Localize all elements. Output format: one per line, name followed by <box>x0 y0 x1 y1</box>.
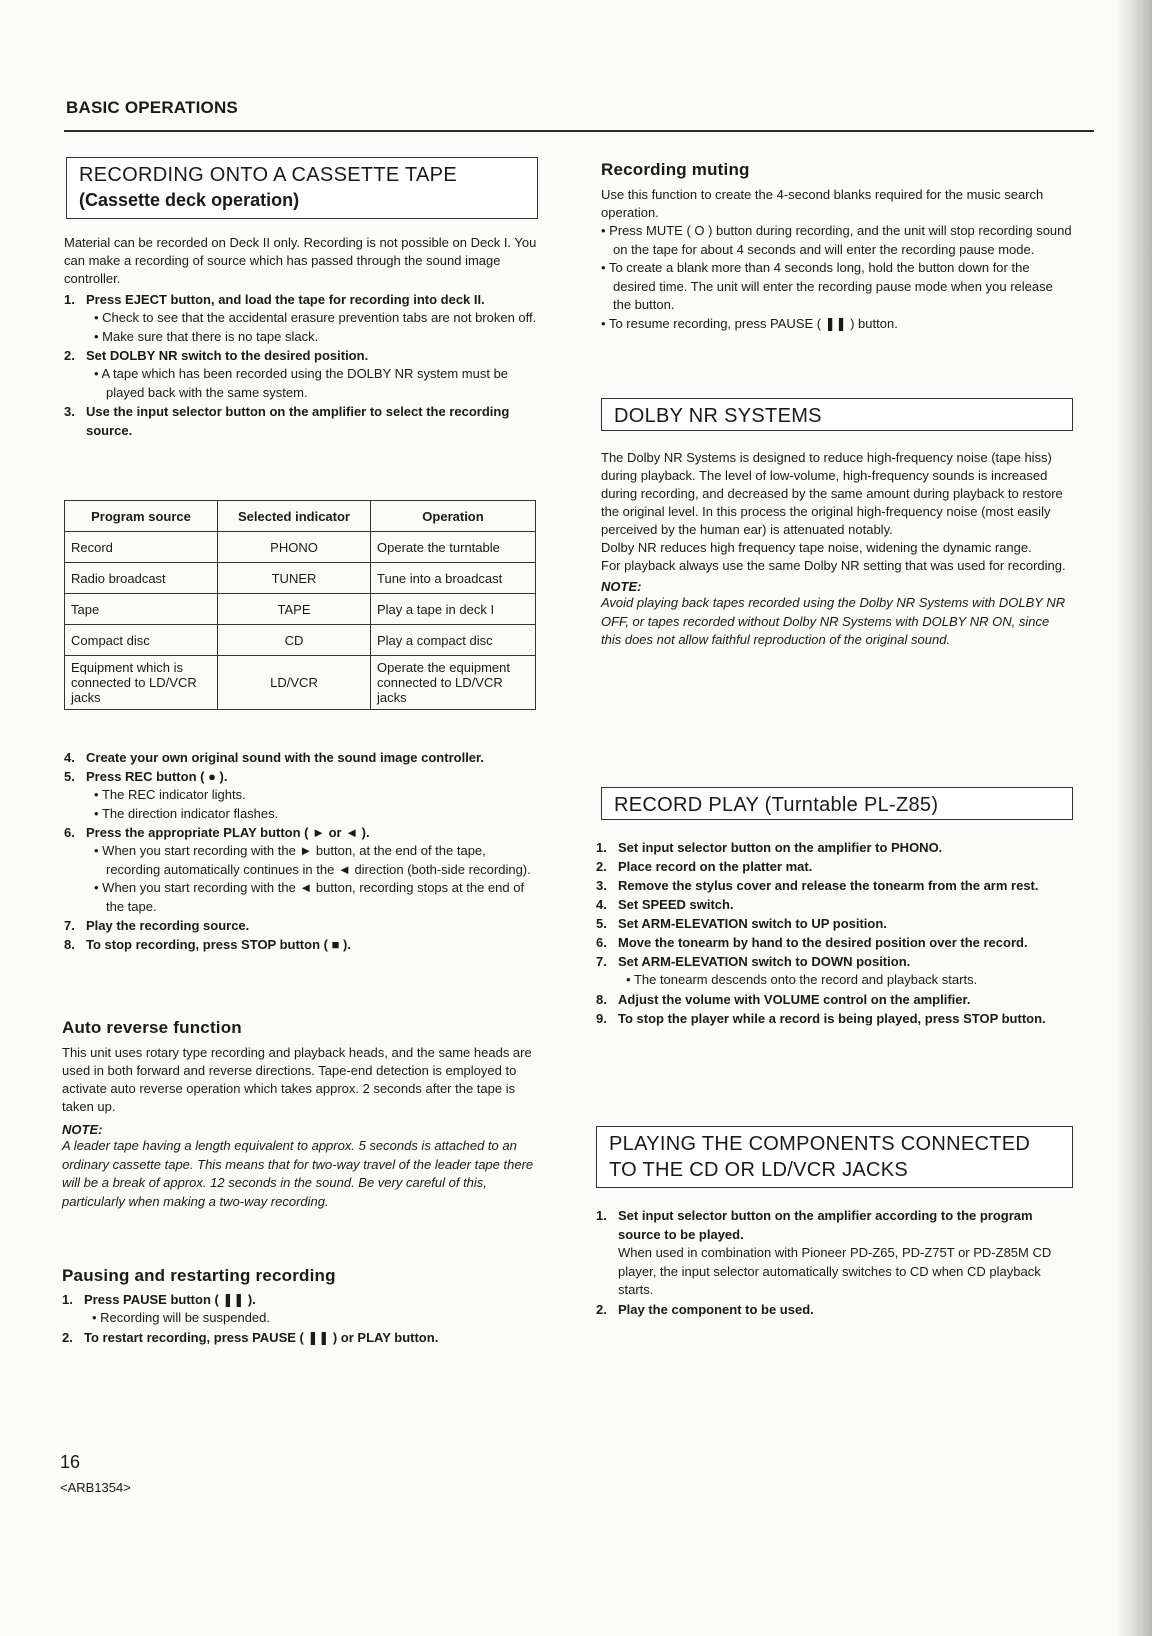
step-number: 1. <box>596 840 607 855</box>
step-item <box>596 914 1073 933</box>
table-cell: Radio broadcast <box>65 563 218 594</box>
bullet-dot-icon: • <box>94 328 103 344</box>
step-item <box>596 990 1073 1009</box>
step-text: Set input selector button on the amplifier according to the program source to be played. <box>618 1208 1033 1242</box>
page-number: 16 <box>60 1452 81 1472</box>
bullet-dot-icon: • <box>601 223 610 238</box>
step-item <box>62 1328 538 1347</box>
table-cell: CD <box>218 625 371 656</box>
muting-body: Use this function to create the 4-second blanks required for the music search operation. <box>601 187 1044 220</box>
recording-intro-block <box>64 234 538 440</box>
bullet-dot-icon: • <box>92 1310 101 1325</box>
components-title: PLAYING THE COMPONENTS CONNECTED TO THE CD OR LD/VCR JACKS <box>609 1133 1031 1181</box>
muting-block <box>601 160 1073 333</box>
dolby-note: Avoid playing back tapes recorded using the Dolby NR Systems with DOLBY NR OFF, or tapes recorded without Dolby NR Systems with DOLBY NR ON, since this does not allow faithful reproduction of the original sound. <box>601 595 1066 647</box>
bullet-text: When you start recording with the ◄ button, recording stops at the end of the tape. <box>102 880 525 914</box>
recording-steps-b-block <box>64 748 538 954</box>
step-text: Remove the stylus cover and release the tonearm from the arm rest. <box>618 878 1039 893</box>
bullet-item <box>64 365 538 402</box>
step-item <box>64 916 538 935</box>
recording-title: RECORDING ONTO A CASSETTE TAPE <box>79 164 457 186</box>
bullet-item <box>64 879 538 916</box>
step-number: 2. <box>64 348 75 363</box>
table-row <box>65 625 536 656</box>
table-row <box>65 656 536 710</box>
table-row <box>65 563 536 594</box>
bullet-dot-icon: • <box>626 972 634 987</box>
step-number: 1. <box>64 292 75 307</box>
step-text: Set SPEED switch. <box>618 897 734 912</box>
bullet-text: The direction indicator flashes. <box>101 805 279 821</box>
bullet-dot-icon: • <box>601 260 609 275</box>
table-cell: Operate the equipment connected to LD/VCR jacks <box>371 656 536 710</box>
recording-steps-b <box>64 748 538 954</box>
step-text: Press REC button ( ● ). <box>86 769 228 784</box>
dolby-note-label: NOTE: <box>601 579 642 594</box>
step-item <box>596 933 1073 952</box>
dolby-paragraph-2: Dolby NR reduces high frequency tape noise, widening the dynamic range. <box>601 540 1032 555</box>
step-text: Use the input selector button on the amplifier to select the recording source. <box>86 404 510 438</box>
bullet-item <box>64 328 538 347</box>
step-number: 5. <box>596 916 607 931</box>
record-play-title-box <box>601 787 1073 820</box>
components-block <box>596 1206 1073 1319</box>
muting-bullet-item <box>601 259 1073 315</box>
bullet-dot-icon: • <box>94 880 103 895</box>
bullet-item <box>64 842 538 879</box>
components-title-box <box>596 1126 1073 1188</box>
bullet-text: When you start recording with the ► button, at the end of the tape, recording automatically continues in the ◄ direction (both-side recording). <box>102 843 531 877</box>
pausing-steps <box>62 1290 538 1347</box>
step-item <box>596 876 1073 895</box>
step-number: 9. <box>596 1010 607 1026</box>
step-number: 2. <box>62 1329 73 1345</box>
bullet-text: Recording will be suspended. <box>100 1310 270 1325</box>
step-text: Set ARM-ELEVATION switch to UP position. <box>618 916 887 931</box>
auto-reverse-note: A leader tape having a length equivalent to approx. 5 seconds is attached to an ordinary cassette tape. This means that for two-way travel of the leader tape there will be a break of approx. 12 seconds in the sound. Be very careful of this, particularly when making a two-way recording. <box>62 1138 534 1209</box>
table-cell: Compact disc <box>65 625 218 656</box>
bullet-dot-icon: • <box>94 787 102 802</box>
step-extra-text: When used in combination with Pioneer PD-Z65, PD-Z75T or PD-Z85M CD player, the input selector automatically switches to CD when CD playback starts. <box>618 1245 1052 1297</box>
step-item <box>64 290 538 309</box>
step-number: 7. <box>64 918 75 933</box>
step-item <box>62 1290 538 1309</box>
step-item <box>64 767 538 786</box>
bullet-item <box>64 309 538 328</box>
bullet-item <box>596 971 1073 990</box>
pausing-title: Pausing and restarting recording <box>62 1266 336 1285</box>
muting-bullet-item <box>601 315 1073 334</box>
table-cell: TAPE <box>218 594 371 625</box>
bullet-item <box>64 805 538 824</box>
step-text: Set DOLBY NR switch to the desired position. <box>86 348 369 363</box>
step-number: 3. <box>64 404 75 419</box>
bullet-text: The REC indicator lights. <box>101 787 246 802</box>
step-item <box>64 748 538 767</box>
step-text: To stop the player while a record is being played, press STOP button. <box>618 1010 1046 1026</box>
step-text: To restart recording, press PAUSE ( ❚❚ ) or PLAY button. <box>84 1329 439 1345</box>
step-number: 1. <box>596 1208 607 1223</box>
step-text: Press EJECT button, and load the tape for recording into deck II. <box>86 292 485 307</box>
step-text: Set ARM-ELEVATION switch to DOWN position. <box>618 954 911 969</box>
step-number: 5. <box>64 769 75 784</box>
dolby-title-box <box>601 398 1073 431</box>
step-item <box>596 1300 1073 1319</box>
dolby-title: DOLBY NR SYSTEMS <box>614 405 822 427</box>
step-number: 3. <box>596 878 607 893</box>
step-item <box>596 1206 1073 1244</box>
step-text: Press the appropriate PLAY button ( ► or ◄ ). <box>86 825 370 840</box>
bullet-dot-icon: • <box>94 843 103 858</box>
table-body <box>65 532 536 710</box>
dolby-paragraph-3: For playback always use the same Dolby NR setting that was used for recording. <box>601 558 1066 573</box>
step-text: Set input selector button on the amplifier to PHONO. <box>618 840 943 855</box>
table-row <box>65 532 536 563</box>
table-header: Program source <box>65 501 218 532</box>
step-item <box>596 838 1073 857</box>
table-row <box>65 594 536 625</box>
table-header: Operation <box>371 501 536 532</box>
bullet-dot-icon: • <box>94 805 102 821</box>
header-rule <box>64 130 1094 132</box>
section-header: BASIC OPERATIONS <box>66 98 238 117</box>
bullet-text: To resume recording, press PAUSE ( ❚❚ ) button. <box>608 315 898 331</box>
recording-title-box <box>66 157 538 219</box>
muting-bullet-item <box>601 222 1073 259</box>
step-number: 6. <box>64 825 75 840</box>
table-cell: Record <box>65 532 218 563</box>
table-cell: PHONO <box>218 532 371 563</box>
bullet-text: Check to see that the accidental erasure prevention tabs are not broken off. <box>102 310 537 325</box>
step-number: 2. <box>596 1301 607 1317</box>
bullet-item <box>64 786 538 805</box>
step-item <box>64 935 538 954</box>
step-item <box>596 857 1073 876</box>
table-cell: Play a compact disc <box>371 625 536 656</box>
record-play-block <box>596 838 1073 1028</box>
table-cell: Equipment which is connected to LD/VCR jacks <box>65 656 218 710</box>
step-number: 1. <box>62 1292 73 1307</box>
muting-bullets <box>601 222 1073 333</box>
step-text: Press PAUSE button ( ❚❚ ). <box>84 1292 256 1307</box>
table-cell: TUNER <box>218 563 371 594</box>
bullet-dot-icon: • <box>94 310 103 325</box>
step-number: 6. <box>596 935 607 950</box>
components-steps <box>596 1206 1073 1319</box>
step-text: Play the recording source. <box>86 918 250 933</box>
step-number: 7. <box>596 954 607 969</box>
table-header-row <box>65 501 536 532</box>
table-cell: LD/VCR <box>218 656 371 710</box>
step-text: Move the tonearm by hand to the desired position over the record. <box>618 935 1028 950</box>
step-item <box>64 402 538 440</box>
table-cell: Operate the turntable <box>371 532 536 563</box>
table-cell: Tune into a broadcast <box>371 563 536 594</box>
step-text: Place record on the platter mat. <box>618 859 813 874</box>
bullet-item <box>62 1309 538 1328</box>
bullet-text: To create a blank more than 4 seconds long, hold the button down for the desired time. The unit will enter the recording pause mode when you release the button. <box>608 260 1053 312</box>
table-cell: Tape <box>65 594 218 625</box>
bullet-text: Make sure that there is no tape slack. <box>102 328 319 344</box>
step-number: 8. <box>596 991 607 1007</box>
muting-title: Recording muting <box>601 160 750 179</box>
step-text: Play the component to be used. <box>618 1301 814 1317</box>
step-item <box>64 823 538 842</box>
recording-steps-a <box>64 290 538 440</box>
auto-reverse-note-label: NOTE: <box>62 1122 103 1137</box>
step-number: 8. <box>64 937 75 952</box>
page-edge-shadow <box>1116 0 1152 1636</box>
step-text: Create your own original sound with the sound image controller. <box>86 750 484 765</box>
auto-reverse-body: This unit uses rotary type recording and playback heads, and the same heads are used in both forward and reverse directions. Tape-end detection is employed to activate auto reverse operation which takes approx. 2 seconds after the tape is taken up. <box>62 1045 532 1114</box>
record-play-steps <box>596 838 1073 1028</box>
dolby-paragraph-1: The Dolby NR Systems is designed to reduce high-frequency noise (tape hiss) during playback. The level of low-volume, high-frequency sounds is increased during recording, and decreased by the same amount during playback to restore the original level. In this process the original high-frequency noise (most easily perceived by the human ear) is attenuated notably. <box>601 450 1063 537</box>
step-item <box>596 952 1073 971</box>
record-play-title: RECORD PLAY (Turntable PL-Z85) <box>614 794 939 816</box>
step-text: To stop recording, press STOP button ( ■ ). <box>86 937 351 952</box>
step-number: 2. <box>596 859 607 874</box>
table-header: Selected indicator <box>218 501 371 532</box>
step-number: 4. <box>596 897 607 912</box>
bullet-text: Press MUTE ( O ) button during recording, and the unit will stop recording sound on the tape for about 4 seconds and will enter the recording pause mode. <box>609 223 1072 257</box>
step-item <box>596 895 1073 914</box>
bullet-text: A tape which has been recorded using the DOLBY NR system must be played back with the same system. <box>101 366 509 400</box>
recording-subtitle: (Cassette deck operation) <box>79 190 300 210</box>
auto-reverse-title: Auto reverse function <box>62 1018 242 1037</box>
program-source-table <box>64 500 536 710</box>
dolby-block <box>601 449 1073 650</box>
table-cell: Play a tape in deck I <box>371 594 536 625</box>
step-item <box>596 1009 1073 1028</box>
bullet-text: The tonearm descends onto the record and playback starts. <box>633 972 978 987</box>
recording-intro: Material can be recorded on Deck II only. Recording is not possible on Deck I. You can make a recording of source which has passed through the sound image controller. <box>64 235 537 286</box>
document-code: <ARB1354> <box>60 1480 131 1495</box>
step-item <box>64 346 538 365</box>
step-number: 4. <box>64 750 75 765</box>
pausing-block <box>62 1266 538 1347</box>
step-text: Adjust the volume with VOLUME control on the amplifier. <box>618 991 971 1007</box>
auto-reverse-block <box>62 1018 538 1211</box>
bullet-dot-icon: • <box>94 366 102 381</box>
bullet-dot-icon: • <box>601 315 609 331</box>
